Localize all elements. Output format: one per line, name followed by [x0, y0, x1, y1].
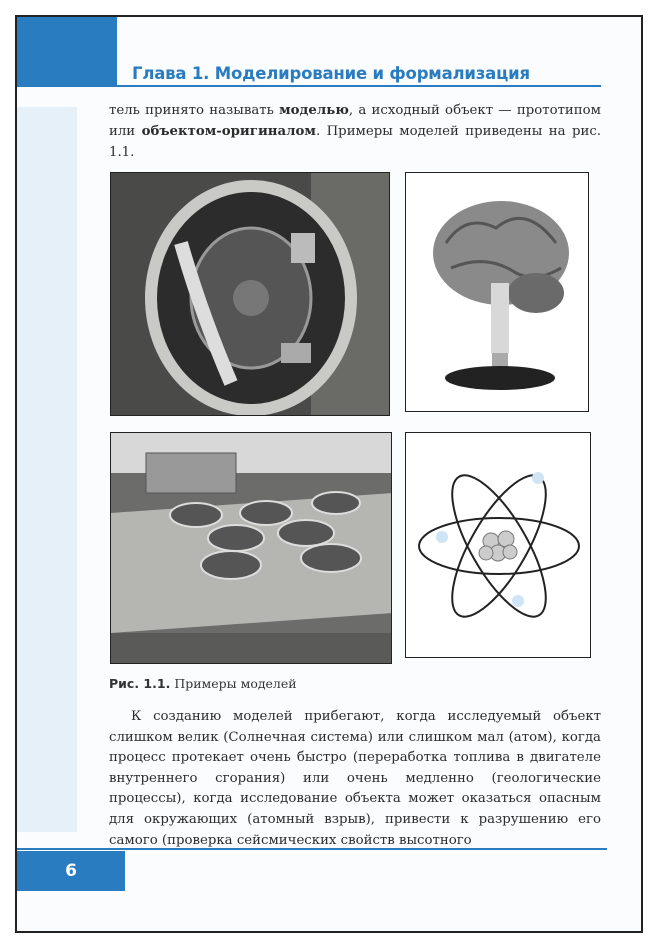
- page-number: 6: [17, 851, 125, 891]
- figure-caption-text: Примеры моделей: [174, 676, 297, 691]
- atom-model-image: [405, 432, 591, 658]
- intro-part1: тель принято называть: [109, 103, 280, 118]
- margin-strip: [17, 107, 77, 832]
- header-color-block: [17, 17, 117, 87]
- term-model: моделью: [279, 103, 349, 118]
- building-model-image: [110, 432, 392, 664]
- paragraph-text: К созданию моделей прибегают, когда исследуемый объект слишком велик (Солнечная система) или слишком мал (атом), когда процесс протекает очень быстро (переработка топлива в двигателе внутреннего сгорания) или очень медленно (геологические процессы), когда исследование объекта может оказаться опасным для окружающих (атомный взрыв), привести к разрушению его самого (проверка сейсмических свойств высотного: [109, 709, 601, 848]
- figure-caption: [109, 676, 297, 691]
- chapter-title: Глава 1. Моделирование и формализация: [132, 64, 530, 83]
- space-station-image: [110, 172, 390, 416]
- footer-divider: [17, 848, 607, 850]
- term-original: объектом-оригиналом: [141, 124, 316, 139]
- figure-label: Рис. 1.1.: [109, 676, 171, 691]
- intro-part3: . Примеры моделей приведены на рис. 1.1.: [109, 124, 602, 160]
- intro-text: [109, 100, 601, 163]
- body-paragraph: [109, 707, 601, 851]
- intro-part2: , а исходный объект — прототипом или: [109, 103, 601, 139]
- header-divider: [17, 85, 601, 87]
- textbook-page: [15, 15, 643, 933]
- brain-model-image: [405, 172, 589, 412]
